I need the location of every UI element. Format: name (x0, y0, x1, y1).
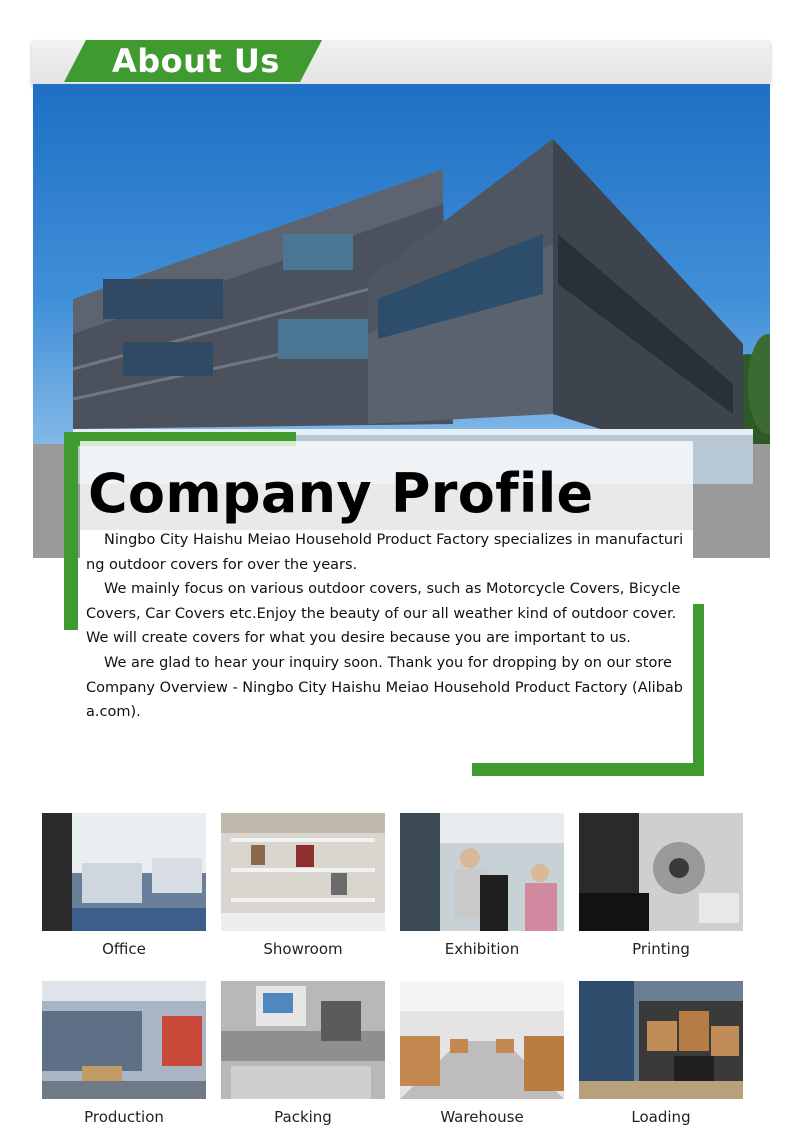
printing-photo (579, 813, 743, 931)
gallery-item-showroom (221, 813, 385, 958)
gallery-caption: Loading (631, 1108, 691, 1126)
gallery-caption: Showroom (263, 940, 343, 958)
page-title: About Us (112, 42, 280, 80)
gallery-item-office (42, 813, 206, 958)
gallery-item-printing (579, 813, 743, 958)
gallery-caption: Exhibition (444, 940, 520, 958)
office-photo (42, 813, 206, 931)
frame-accent-bottom (472, 762, 704, 776)
frame-accent-left (64, 432, 78, 630)
gallery-item-warehouse (400, 981, 564, 1126)
gallery-item-packing (221, 981, 385, 1126)
production-photo (42, 981, 206, 1099)
warehouse-photo (400, 981, 564, 1099)
profile-paragraph: Ningbo City Haishu Meiao Household Product Factory specializes in manufacturing outdoor covers for over the years. (86, 532, 684, 573)
profile-paragraph: We mainly focus on various outdoor covers, such as Motorcycle Covers, Bicycle Covers, Car Covers etc.Enjoy the beauty of our all weather kind of outdoor cover. We will create covers for what you desire because you are important to us. (86, 581, 681, 647)
profile-paragraph: We are glad to hear your inquiry soon. Thank you for dropping by on our store Company Overview - Ningbo City Haishu Meiao Household Product Factory (Alibaba.com). (86, 654, 683, 721)
gallery-caption: Warehouse (440, 1108, 524, 1126)
exhibition-photo (400, 813, 564, 931)
packing-photo (221, 981, 385, 1099)
showroom-photo (221, 813, 385, 931)
gallery-item-production (42, 981, 206, 1126)
gallery-caption: Packing (274, 1108, 332, 1126)
gallery-item-loading (579, 981, 743, 1126)
gallery-caption: Production (84, 1108, 164, 1126)
gallery-item-exhibition (400, 813, 564, 958)
gallery-caption: Printing (632, 940, 690, 958)
gallery-caption: Office (102, 940, 146, 958)
loading-photo (579, 981, 743, 1099)
profile-heading: Company Profile (88, 462, 594, 525)
profile-text (86, 528, 686, 725)
